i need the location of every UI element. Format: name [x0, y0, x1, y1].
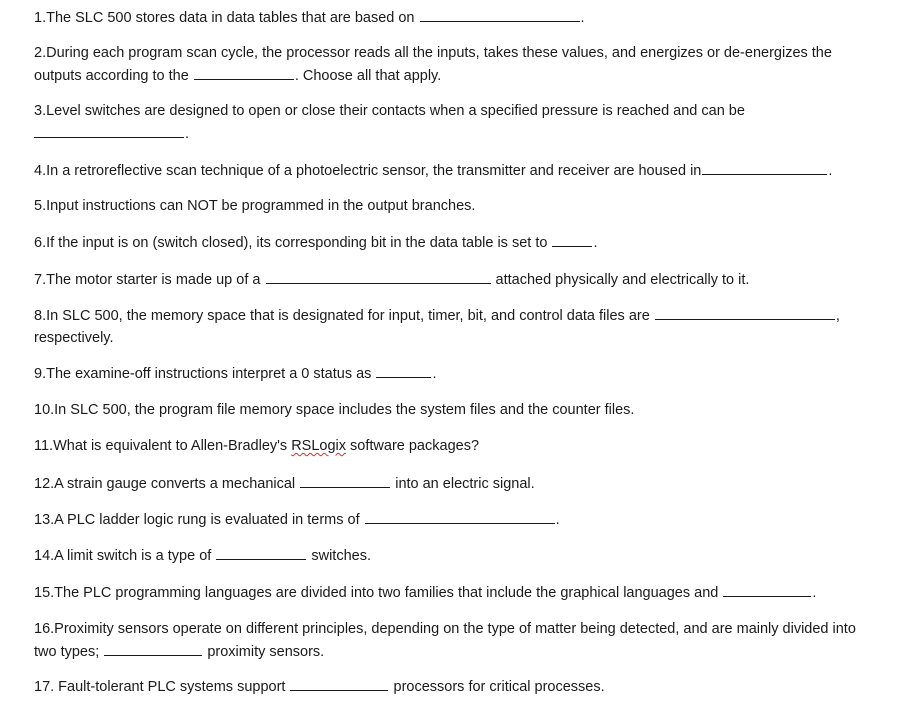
answer-blank[interactable]	[655, 304, 835, 320]
question-6: 6.If the input is on (switch closed), its corresponding bit in the data table is set to .	[34, 231, 881, 254]
question-7: 7.The motor starter is made up of a attached physically and electrically to it.	[34, 268, 881, 291]
question-9: 9.The examine-off instructions interpret a 0 status as .	[34, 362, 881, 385]
question-17: 17. Fault-tolerant PLC systems support processors for critical processes.	[34, 675, 881, 698]
question-11: 11.What is equivalent to Allen-Bradley's RSLogix software packages?	[34, 438, 480, 454]
answer-blank[interactable]	[702, 159, 827, 175]
answer-blank[interactable]	[104, 640, 202, 656]
spellcheck-word: RSLogix	[291, 438, 347, 454]
question-8: 8.In SLC 500, the memory space that is designated for input, timer, bit, and control data files are , respectively.	[34, 304, 881, 349]
answer-blank[interactable]	[552, 231, 592, 247]
answer-blank[interactable]	[34, 122, 184, 138]
question-15: 15.The PLC programming languages are divided into two families that include the graphical languages and .	[34, 581, 881, 604]
answer-blank[interactable]	[290, 675, 388, 691]
answer-blank[interactable]	[300, 472, 390, 488]
answer-blank[interactable]	[266, 268, 491, 284]
answer-blank[interactable]	[365, 508, 555, 524]
answer-blank[interactable]	[216, 544, 306, 560]
question-12: 12.A strain gauge converts a mechanical into an electric signal.	[34, 472, 881, 495]
question-2: 2.During each program scan cycle, the processor reads all the inputs, takes these values, and energizes or de-energizes the outputs according to the . Choose all that apply.	[34, 45, 832, 84]
question-3: 3.Level switches are designed to open or close their contacts when a specified pressure is reached and can be .	[34, 103, 745, 142]
question-14: 14.A limit switch is a type of switches.	[34, 544, 881, 567]
answer-blank[interactable]	[420, 6, 580, 22]
question-13: 13.A PLC ladder logic rung is evaluated in terms of .	[34, 508, 881, 531]
question-5: 5.Input instructions can NOT be programmed in the output branches.	[34, 198, 476, 214]
answer-blank[interactable]	[194, 64, 294, 80]
question-10: 10.In SLC 500, the program file memory space includes the system files and the counter files.	[34, 402, 635, 418]
question-16: 16.Proximity sensors operate on different principles, depending on the type of matter being detected, and are mainly divided into two types; proximity sensors.	[34, 621, 856, 660]
answer-blank[interactable]	[376, 362, 431, 378]
question-4: 4.In a retroreflective scan technique of a photoelectric sensor, the transmitter and receiver are housed in .	[34, 159, 881, 182]
question-1: 1.The SLC 500 stores data in data tables that are based on .	[34, 6, 881, 29]
answer-blank[interactable]	[723, 581, 811, 597]
